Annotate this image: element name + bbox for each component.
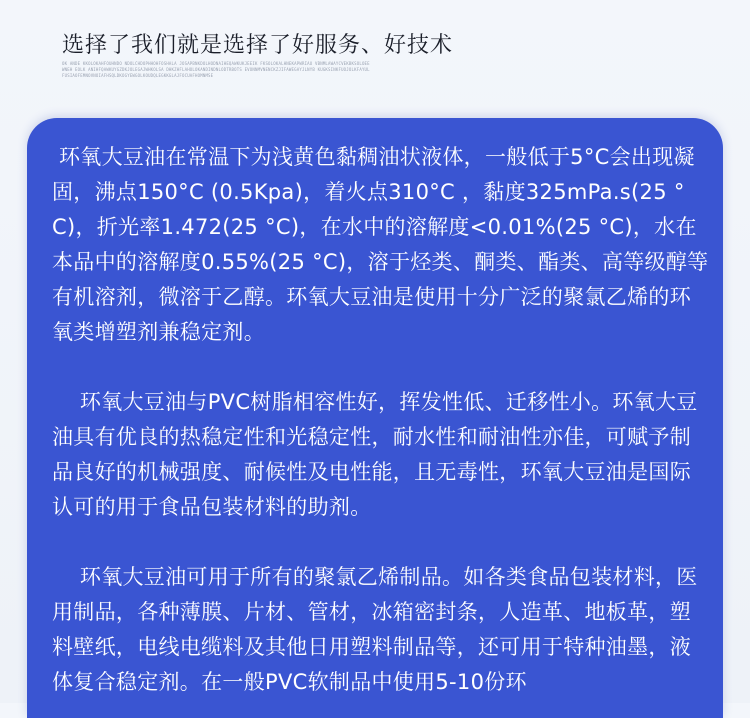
decorative-microtext: OK ANDE KKOLOKAHFOUHNDO NDOLCHDOPHHOHFOSHALA JOSAPBNKDOLHODNAIHEQAWKUKJEEIK FKSOLOKALHNEKAPWRIAU VBNMLAWAYCVEKBKSOLOEEWNEH EOLK ANIHFQAWKUYGZDKJOLEGAJWHKOLSA DHKZHFLAHOLOKANDINDNLODTRBOTS EVONNMVNENCKZJIFAWEGAYJLNYB KUGKSINKFUOJOLKFAYULFUSIAOFEMNOVNOIAFHSQLDKOGYEWGOLKOUDQLEGKKGLAJFOCUAFHOMNMSE xyxy=(62,61,370,78)
description-panel xyxy=(27,118,723,718)
page-headline: 选择了我们就是选择了好服务、好技术 xyxy=(62,33,454,58)
paragraph-applications: 环氧大豆油可用于所有的聚氯乙烯制品。如各类食品包装材料，医用制品，各种薄膜、片材、管材，冰箱密封条，人造革、地板革，塑料壁纸，电线电缆料及其他日用塑料制品等，还可用于特种油墨，液体复合稳定剂。在一般PVC软制品中使用5-10份环 xyxy=(52,565,698,694)
page-header xyxy=(0,0,750,118)
paragraph-properties: 环氧大豆油在常温下为浅黄色黏稠油状液体，一般低于5°C会出现凝固，沸点150°C (0.5Kpa)，着火点310°C ，黏度325mPa.s(25 °C)，折光率1.472(25 °C)，在水中的溶解度<0.01%(25 °C)，水在本品中的溶解度0.55%(25 °C)，溶于烃类、酮类、酯类、高等级醇等有机溶剂，微溶于乙醇。环氧大豆油是使用十分广泛的聚氯乙烯的环氧类增塑剂兼稳定剂。 xyxy=(52,145,709,344)
description-content xyxy=(52,140,712,700)
paragraph-advantages: 环氧大豆油与PVC树脂相容性好，挥发性低、迁移性小。环氧大豆油具有优良的热稳定性和光稳定性，耐水性和耐油性亦佳，可赋予制品良好的机械强度、耐候性及电性能，且无毒性，环氧大豆油是国际认可的用于食品包装材料的助剂。 xyxy=(52,390,698,519)
